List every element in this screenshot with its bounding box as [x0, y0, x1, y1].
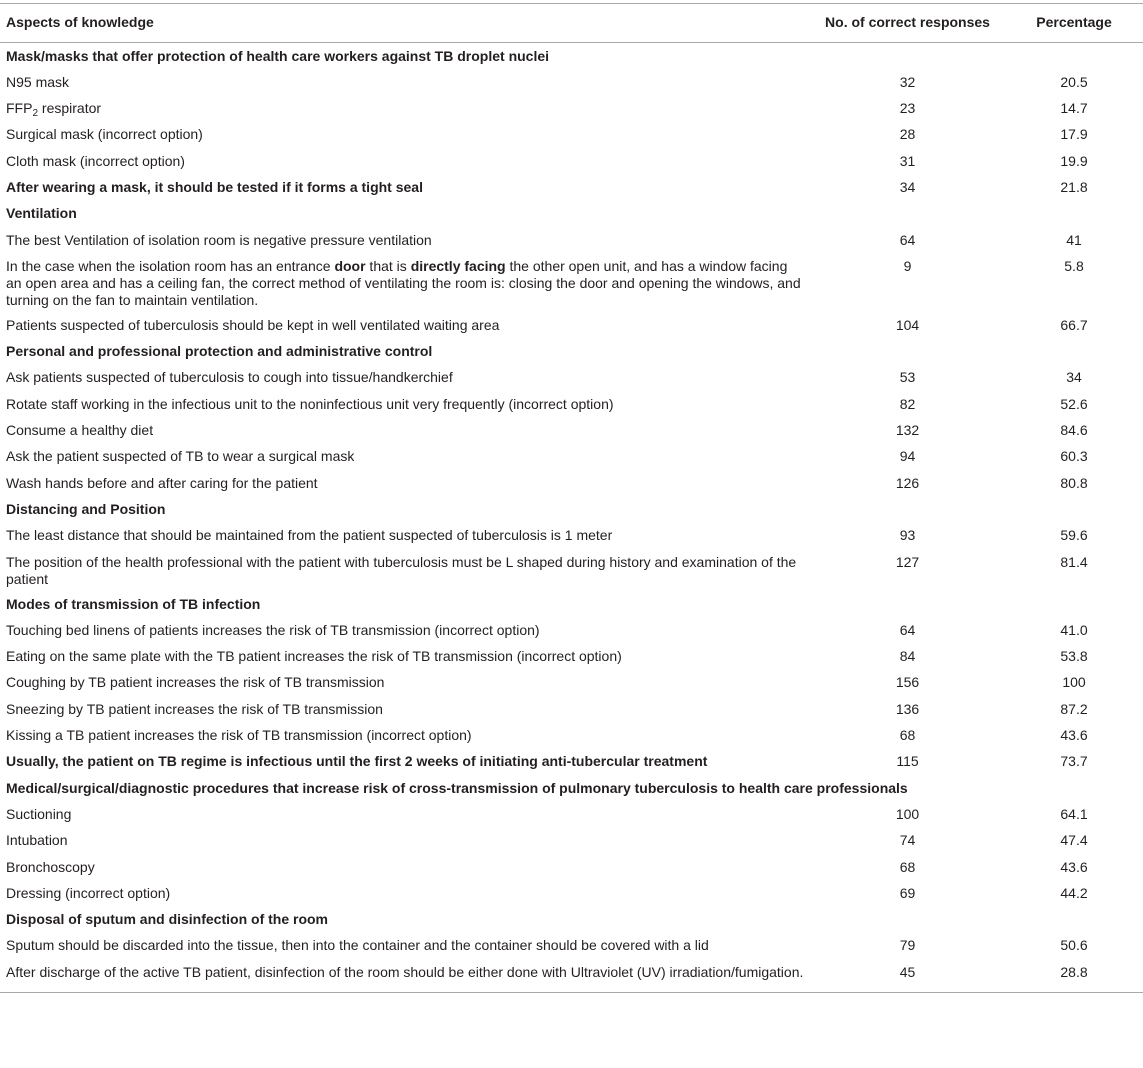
row-aspect: Sneezing by TB patient increases the risk of TB transmission	[6, 700, 383, 717]
aspect-text: that is	[365, 257, 411, 274]
row-percentage: 19.9	[1060, 152, 1088, 169]
row-correct-count: 127	[895, 553, 920, 570]
row-percentage: 66.7	[1060, 316, 1088, 333]
row-correct-count: 82	[899, 395, 916, 412]
aspect-text: the other open unit, and has a window facing an open area and has a ceiling fan, the correct method of ventilating the room is: closing the door and opening the windows, and turning on the fan to maintain ventilation.	[6, 257, 801, 308]
aspect-text: In the case when the isolation room has an entrance	[6, 257, 335, 274]
table-row	[0, 932, 1143, 958]
row-percentage: 43.6	[1060, 858, 1088, 875]
table-row	[0, 312, 1143, 338]
table-header	[0, 4, 1143, 43]
row-correct-count: 68	[899, 727, 916, 744]
row-aspect: Sputum should be discarded into the tissue, then into the container and the container should be covered with a lid	[6, 937, 709, 954]
row-aspect: After discharge of the active TB patient, disinfection of the room should be either done with Ultraviolet (UV) irradiation/fumigation.	[6, 963, 804, 980]
aspect-text: respirator	[38, 100, 102, 117]
table-row	[0, 696, 1143, 722]
row-aspect: Surgical mask (incorrect option)	[6, 126, 203, 143]
row-percentage: 87.2	[1060, 700, 1088, 717]
row-correct-count: 136	[895, 700, 920, 717]
row-aspect	[0, 95, 810, 121]
section-heading: Personal and professional protection and administrative control	[6, 343, 433, 360]
row-percentage: 21.8	[1060, 178, 1088, 195]
header-aspects: Aspects of knowledge	[6, 14, 154, 30]
row-percentage: 5.8	[1064, 257, 1084, 274]
table-row	[0, 470, 1143, 496]
row-aspect: The best Ventilation of isolation room is negative pressure ventilation	[6, 231, 432, 248]
row-correct-count: 64	[899, 621, 916, 638]
section-heading-row	[0, 906, 1143, 932]
row-correct-count: 28	[899, 126, 916, 143]
table-row	[0, 174, 1143, 200]
row-aspect: Usually, the patient on TB regime is infectious until the first 2 weeks of initiating anti-tubercular treatment	[6, 753, 708, 770]
section-heading: Distancing and Position	[6, 500, 166, 517]
row-percentage: 52.6	[1060, 395, 1088, 412]
row-aspect: Eating on the same plate with the TB patient increases the risk of TB transmission (incorrect option)	[6, 648, 622, 665]
table-row	[0, 617, 1143, 643]
row-percentage: 47.4	[1060, 832, 1088, 849]
table-row	[0, 253, 1143, 312]
row-aspect: Ask the patient suspected of TB to wear a surgical mask	[6, 448, 355, 465]
table-row	[0, 549, 1143, 591]
table-row	[0, 801, 1143, 827]
table-row	[0, 722, 1143, 748]
row-correct-count: 84	[899, 648, 916, 665]
table-row	[0, 148, 1143, 174]
aspect-subscript: 2	[32, 108, 39, 120]
section-heading: Mask/masks that offer protection of health care workers against TB droplet nuclei	[6, 48, 550, 64]
row-correct-count: 69	[899, 884, 916, 901]
table-row	[0, 669, 1143, 695]
table-row	[0, 827, 1143, 853]
row-correct-count: 68	[899, 858, 916, 875]
row-correct-count: 115	[896, 753, 919, 770]
row-correct-count: 156	[895, 674, 920, 691]
row-percentage: 80.8	[1060, 474, 1088, 491]
section-heading-row	[0, 43, 1143, 69]
section-heading: Medical/surgical/diagnostic procedures that increase risk of cross-transmission of pulmonary tuberculosis to health care professionals	[6, 779, 908, 796]
row-correct-count: 79	[899, 937, 916, 954]
row-percentage: 28.8	[1060, 963, 1088, 980]
row-aspect: Wash hands before and after caring for the patient	[6, 474, 318, 491]
row-aspect: Rotate staff working in the infectious unit to the noninfectious unit very frequently (incorrect option)	[6, 395, 614, 412]
table-row	[0, 643, 1143, 669]
row-aspect: Patients suspected of tuberculosis should be kept in well ventilated waiting area	[6, 316, 500, 333]
row-aspect: Dressing (incorrect option)	[6, 884, 171, 901]
row-percentage: 14.7	[1060, 100, 1088, 117]
row-correct-count: 100	[895, 805, 920, 822]
row-aspect: Cloth mask (incorrect option)	[6, 152, 185, 169]
table-row	[0, 959, 1143, 993]
row-correct-count: 32	[899, 73, 916, 90]
row-correct-count: 64	[899, 231, 916, 248]
row-correct-count: 126	[895, 474, 920, 491]
row-aspect: Kissing a TB patient increases the risk of TB transmission (incorrect option)	[6, 727, 472, 744]
row-correct-count: 132	[895, 422, 920, 439]
section-heading-row	[0, 775, 1143, 801]
aspect-emphasis: directly facing	[410, 257, 506, 274]
table-row	[0, 227, 1143, 253]
row-aspect: Suctioning	[6, 805, 72, 822]
row-aspect: After wearing a mask, it should be tested if it forms a tight seal	[6, 178, 423, 195]
table-row	[0, 443, 1143, 469]
row-aspect: Coughing by TB patient increases the risk of TB transmission	[6, 674, 385, 691]
row-correct-count: 93	[899, 527, 916, 544]
row-correct-count: 31	[899, 152, 916, 169]
table-row	[0, 95, 1143, 121]
table-body	[0, 43, 1143, 993]
row-percentage: 50.6	[1060, 937, 1088, 954]
row-percentage: 60.3	[1060, 448, 1088, 465]
row-percentage: 84.6	[1060, 422, 1088, 439]
row-correct-count: 94	[899, 448, 916, 465]
row-percentage: 53.8	[1060, 648, 1088, 665]
row-correct-count: 104	[895, 316, 920, 333]
row-aspect: Intubation	[6, 832, 68, 849]
table-row	[0, 880, 1143, 906]
row-correct-count: 23	[899, 100, 916, 117]
section-heading: Ventilation	[6, 205, 77, 222]
row-percentage: 73.7	[1060, 753, 1088, 770]
row-correct-count: 9	[903, 257, 912, 274]
row-aspect: Consume a healthy diet	[6, 422, 154, 439]
row-aspect	[0, 253, 810, 312]
section-heading-row	[0, 338, 1143, 364]
table-row	[0, 417, 1143, 443]
row-correct-count: 45	[899, 963, 916, 980]
table-row	[0, 522, 1143, 548]
row-percentage: 43.6	[1060, 727, 1088, 744]
row-percentage: 34	[1066, 369, 1082, 386]
section-heading: Disposal of sputum and disinfection of the room	[6, 911, 329, 928]
row-percentage: 81.4	[1060, 553, 1088, 570]
row-aspect: Touching bed linens of patients increases the risk of TB transmission (incorrect option)	[6, 621, 540, 638]
row-aspect: The least distance that should be maintained from the patient suspected of tuberculosis is 1 meter	[6, 527, 613, 544]
section-heading-row	[0, 496, 1143, 522]
row-percentage: 20.5	[1060, 73, 1088, 90]
row-percentage: 41.0	[1060, 621, 1088, 638]
knowledge-table	[0, 3, 1143, 993]
row-aspect: N95 mask	[6, 73, 70, 90]
table-row	[0, 121, 1143, 147]
table-row	[0, 854, 1143, 880]
table-row	[0, 69, 1143, 95]
row-correct-count: 34	[899, 178, 916, 195]
row-percentage: 64.1	[1060, 805, 1088, 822]
table-row	[0, 391, 1143, 417]
row-aspect: Ask patients suspected of tuberculosis to cough into tissue/handkerchief	[6, 369, 453, 386]
row-percentage: 41	[1066, 231, 1082, 248]
section-heading: Modes of transmission of TB infection	[6, 595, 261, 612]
row-percentage: 17.9	[1060, 126, 1088, 143]
row-correct-count: 74	[899, 832, 916, 849]
table-row	[0, 364, 1143, 390]
section-heading-row	[0, 591, 1143, 617]
row-percentage: 100	[1062, 674, 1086, 691]
row-aspect: Bronchoscopy	[6, 858, 95, 875]
row-percentage: 44.2	[1060, 884, 1088, 901]
header-percentage: Percentage	[1036, 14, 1112, 30]
aspect-emphasis: door	[334, 257, 366, 274]
row-aspect: The position of the health professional with the patient with tuberculosis must be L shaped during history and examination of the patient	[6, 553, 797, 587]
header-row	[0, 4, 1143, 43]
section-heading-row	[0, 200, 1143, 226]
row-correct-count: 53	[899, 369, 916, 386]
header-correct-responses: No. of correct responses	[825, 14, 990, 30]
aspect-text: FFP	[6, 100, 33, 117]
table-row	[0, 748, 1143, 774]
row-percentage: 59.6	[1060, 527, 1088, 544]
